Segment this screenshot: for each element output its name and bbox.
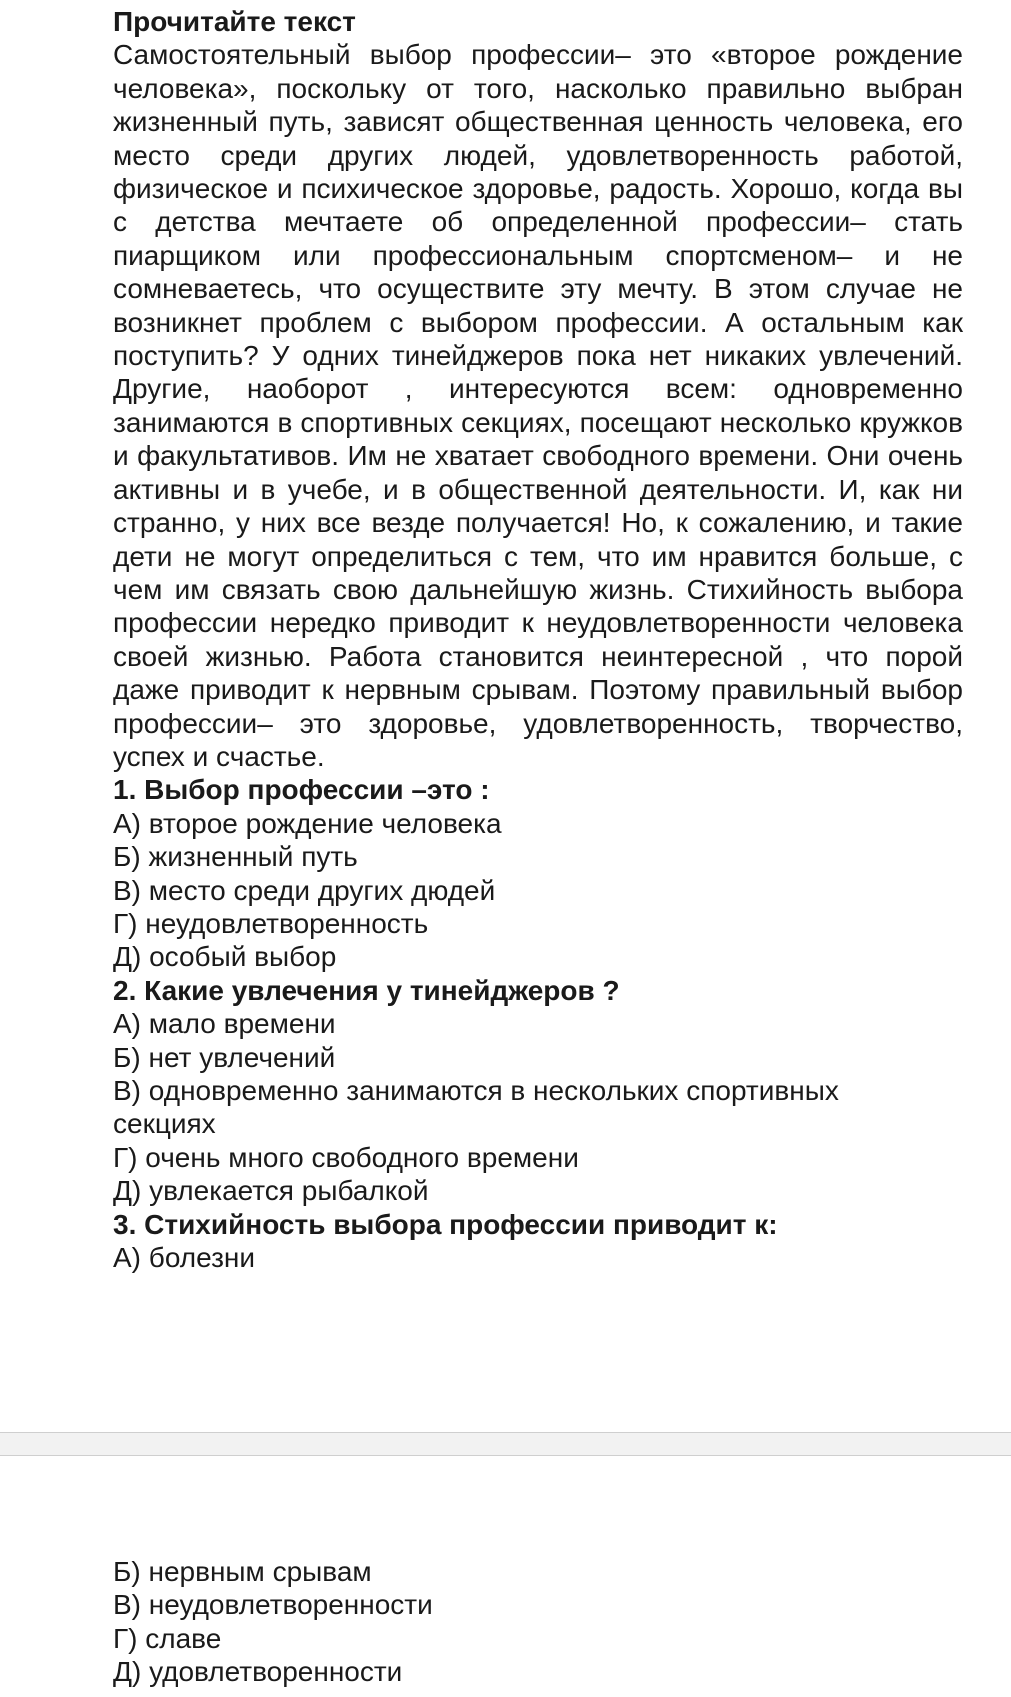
question-2-option-d: Г) очень много свободного времени <box>113 1141 579 1173</box>
question-1-option-a: А) второе рождение человека <box>113 807 502 839</box>
reading-passage: Самостоятельный выбор профессии– это «второе рождение человека», поскольку от того, насколько правильно выбран жизненный путь, зависят общественная ценность человека, его место среди других людей, удовлетворенность работой, физическое и психическое здоровье, радость. Хорошо, когда вы с детства мечтаете об определенной профессии– стать пиарщиком или профессиональным спортсменом– и не сомневаетесь, что осуществите эту мечту. В этом случае не возникнет проблем с выбором профессии. А остальным как поступить? У одних тинейджеров пока нет никаких увлечений. Другие, наоборот , интересуются всем: одновременно занимаются в спортивных секциях, посещают несколько кружков и факультативов. Им не хватает свободного времени. Они очень активны и в учебе, и в общественной деятельности. И, как ни странно, у них все везде получается! Но, к сожалению, и такие дети не могут определиться с тем, что им нравится больше, с чем им связать свою дальнейшую жизнь. Стихийность выбора профессии нередко приводит к неудовлетворенности человека своей жизнью. Работа становится неинтересной , что порой даже приводит к нервным срывам. Поэтому правильный выбор профессии– это здоровье, удовлетворенность, творчество, успех и счастье. <box>113 39 963 772</box>
question-2-option-e: Д) увлекается рыбалкой <box>113 1175 429 1207</box>
question-2: 2. Какие увлечения у тинейджеров ? <box>113 974 620 1006</box>
question-1: 1. Выбор профессии –это : <box>113 774 490 806</box>
question-2-option-b: Б) нет увлечений <box>113 1041 336 1073</box>
question-3-option-d: Г) славе <box>113 1622 222 1654</box>
question-1-option-c: В) место среди других дюдей <box>113 874 496 906</box>
question-3-option-c: В) неудовлетворенности <box>113 1589 433 1621</box>
question-3: 3. Стихийность выбора профессии приводит к: <box>113 1208 778 1240</box>
question-1-option-e: Д) особый выбор <box>113 941 337 973</box>
question-1-option-b: Б) жизненный путь <box>113 841 358 873</box>
question-2-option-c: В) одновременно занимаются в нескольких спортивных секциях <box>113 1075 839 1140</box>
document-title: Прочитайте текст <box>113 6 356 37</box>
page-break-divider <box>0 1432 1011 1456</box>
page-2-content <box>113 1555 963 1689</box>
question-3-option-e: Д) удовлетворенности <box>113 1656 403 1688</box>
page-1-content <box>113 5 963 1274</box>
question-3-option-b: Б) нервным срывам <box>113 1556 372 1587</box>
question-2-option-a: А) мало времени <box>113 1008 336 1040</box>
question-3-option-a: А) болезни <box>113 1242 256 1274</box>
question-1-option-d: Г) неудовлетворенность <box>113 907 429 939</box>
